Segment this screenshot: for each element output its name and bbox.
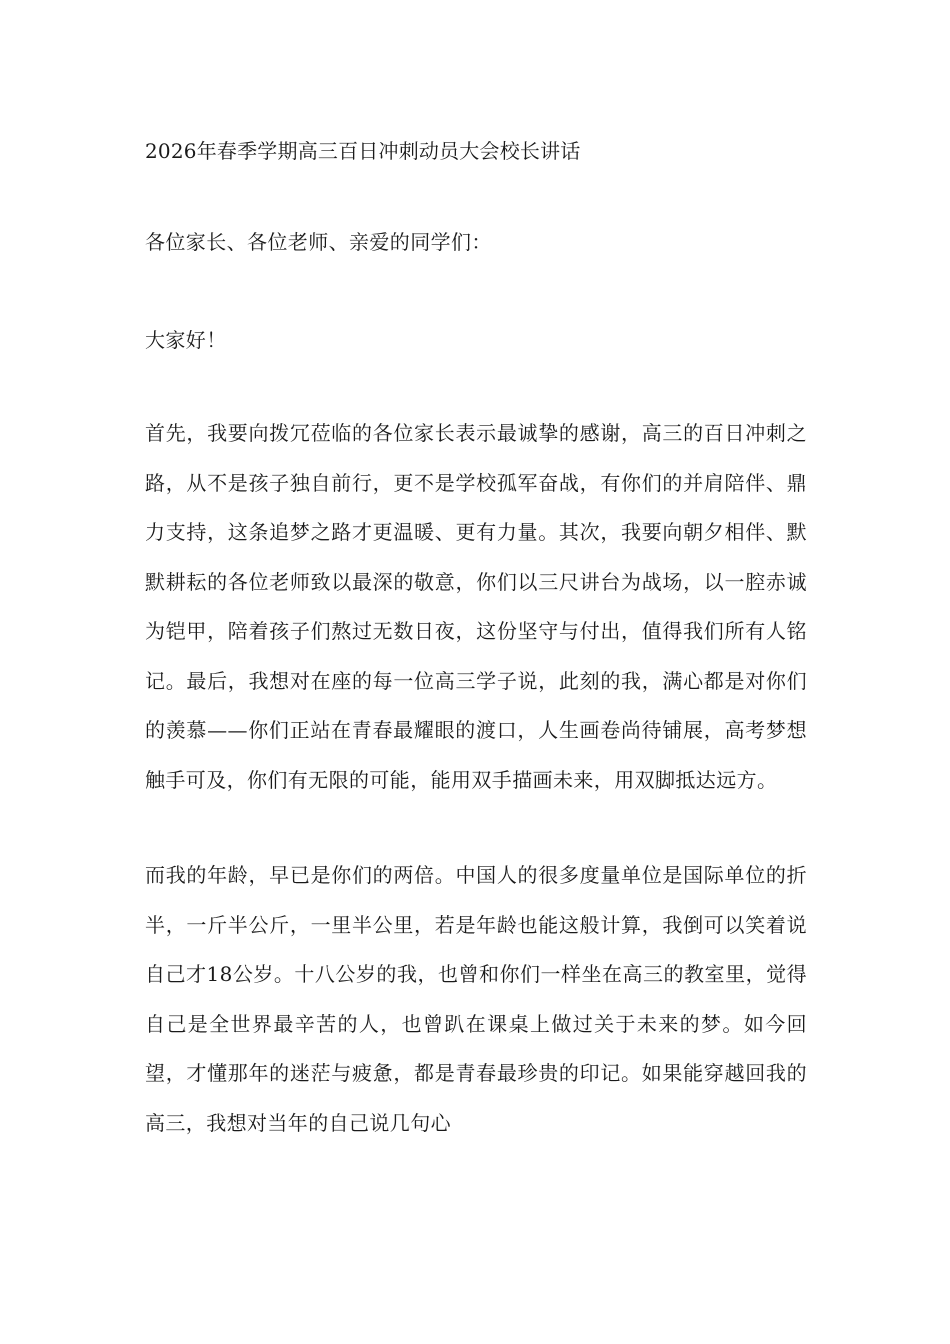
body-paragraph-thanks: 首先，我要向拨冗莅临的各位家长表示最诚挚的感谢，高三的百日冲刺之路，从不是孩子独自前行，更不是学校孤军奋战，有你们的并肩陪伴、鼎力支持，这条追梦之路才更温暖、更有力量。其次，我要向朝夕相伴、默默耕耘的各位老师致以最深的敬意，你们以三尺讲台为战场，以一腔赤诚为铠甲，陪着孩子们熬过无数日夜，这份坚守与付出，值得我们所有人铭记。最后，我想对在座的每一位高三学子说，此刻的我，满心都是对你们的羡慕——你们正站在青春最耀眼的渡口，人生画卷尚待铺展，高考梦想触手可及，你们有无限的可能，能用双手描画未来，用双脚抵达远方。 <box>145 421 807 792</box>
document-title: 2026年春季学期高三百日冲刺动员大会校长讲话 <box>145 139 581 163</box>
document-body <box>145 132 807 1194</box>
greeting-paragraph: 大家好！ <box>145 327 227 352</box>
body-paragraph-age: 而我的年龄，早已是你们的两倍。中国人的很多度量单位是国际单位的折半，一斤半公斤，一里半公里，若是年龄也能这般计算，我倒可以笑着说自己才18公岁。十八公岁的我，也曾和你们一样坐在高三的教室里，觉得自己是全世界最辛苦的人，也曾趴在课桌上做过关于未来的梦。如今回望，才懂那年的迷茫与疲惫，都是青春最珍贵的印记。如果能穿越回我的高三，我想对当年的自己说几句心 <box>145 863 807 1135</box>
salutation-paragraph: 各位家长、各位老师、亲爱的同学们： <box>145 230 492 254</box>
